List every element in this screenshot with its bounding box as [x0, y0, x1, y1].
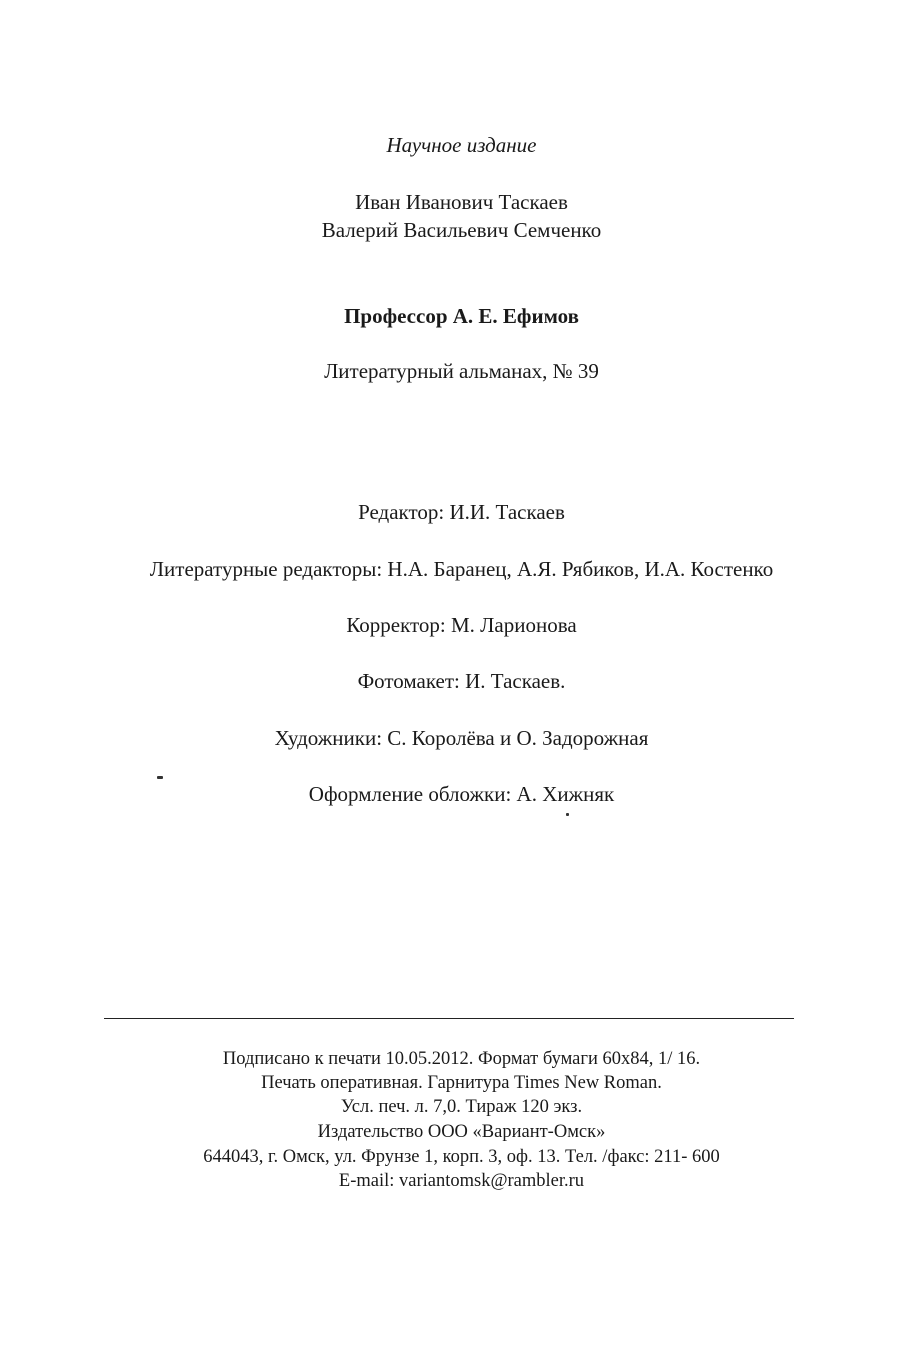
imprint-email: E-mail: variantomsk@rambler.ru: [338, 1171, 585, 1191]
imprint-printing: Печать оперативная. Гарнитура Times New Roman.: [261, 1073, 662, 1093]
scan-speck: [157, 776, 163, 779]
imprint-signed: Подписано к печати 10.05.2012. Формат бумаги 60х84, 1/ 16.: [222, 1049, 701, 1069]
author-2: Валерий Васильевич Семченко: [321, 218, 602, 242]
imprint-address: 644043, г. Омск, ул. Фрунзе 1, корп. 3, оф. 13. Тел. /факс: 211- 600: [203, 1147, 720, 1167]
author-1: Иван Иванович Таскаев: [355, 190, 568, 214]
series-label: Литературный альманах, № 39: [324, 359, 599, 383]
imprint-volume: Усл. печ. л. 7,0. Тираж 120 экз.: [340, 1097, 583, 1117]
divider-rule: [104, 1018, 794, 1019]
edition-type: Научное издание: [386, 133, 537, 157]
literary-editors-credit: Литературные редакторы: Н.А. Баранец, А.Я. Рябиков, И.А. Костенко: [149, 557, 774, 581]
cover-design-credit: Оформление обложки: А. Хижняк: [308, 782, 615, 806]
photo-layout-credit: Фотомакет: И. Таскаев.: [357, 669, 566, 693]
editor-credit: Редактор: И.И. Таскаев: [358, 500, 565, 524]
proofreader-credit: Корректор: М. Ларионова: [346, 613, 577, 637]
book-title: Профессор А. Е. Ефимов: [344, 304, 579, 328]
imprint-publisher: Издательство ООО «Вариант-Омск»: [317, 1122, 606, 1142]
scan-speck: [566, 813, 569, 816]
artists-credit: Художники: С. Королёва и О. Задорожная: [274, 726, 649, 750]
